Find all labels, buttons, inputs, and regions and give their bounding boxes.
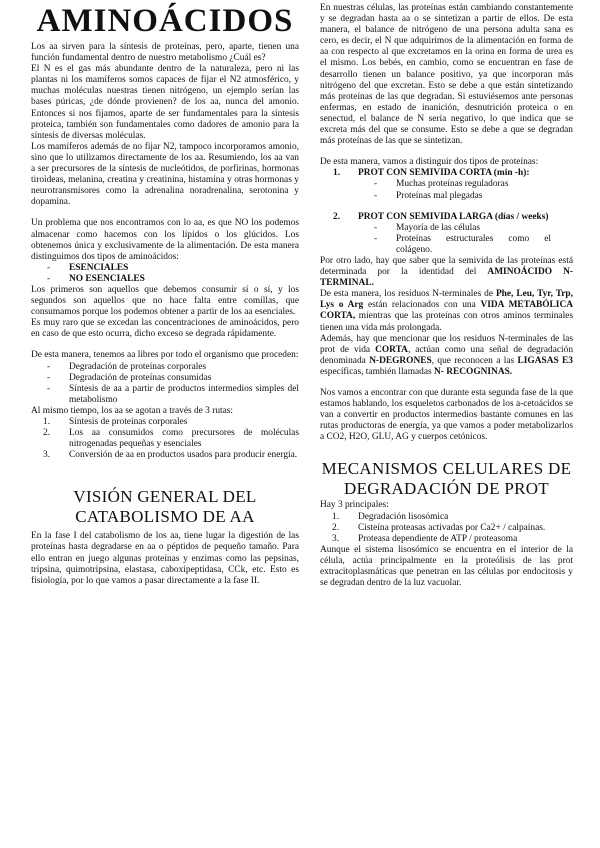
paragraph: Aunque el sistema lisosómico se encuentra en el interior de la célula, actúa principalmente en la proteólisis de las prot extracitoplasmáticas que penetran en las células por endocitosis y se degradan dentro de la luz vacuolar.: [320, 544, 573, 589]
long-halflife-list: [320, 212, 573, 223]
paragraph: El N es el gas más abundante dentro de la naturaleza, pero ni las plantas ni los mamíferos somos capaces de fijar el N2 atmosférico, y muchas moléculas nuestras tienen nitrógeno, un ejemplo serían las bases púricas, ¿de dónde provienen? de los aa, nunca del amonio. Entonces si nos fijamos, aparte de ser fundamentales para la síntesis proteica, también son fundamentales como dadores de amonio para la síntesis de diversas moléculas.: [31, 64, 299, 141]
paragraph: En nuestras células, las proteínas están cambiando constantemente y se degradan hasta aa o se sintetizan a partir de ellos. De esta manera, el balance de nitrógeno de una persona adulta sana es cero, es decir, el N que adquirimos de la alimentación en forma de aa con respecto al que excretamos en la orina en forma de urea es el mismo. Los bebés, en cambio, como se encuentran en fase de desarrollo tienen un balance positivo, ya que incorporan más nitrógeno del que excretan. Esto se debe a que están sintetizando más proteínas de las que degradan. Si estuviésemos ante personas enfermas, en estado de inanición, desnutrición proteica o en senectud, el balance de N sería negativo, lo que indica que se excreta más del que se consume. Esto se debe a que se degradan más proteínas de las que se sintetizan.: [320, 3, 573, 147]
paragraph: Los primeros son aquellos que debemos consumir sí o sí, y los segundos son aquellos que no hace falta entre comillas, que consumamos porque los podemos obtener a partir de los aa esenciales.: [31, 284, 299, 318]
short-halflife-list: [320, 168, 573, 179]
paragraph: De esta manera, los residuos N-terminales de Phe, Leu, Tyr, Trp, Lys o Arg están relacionados con una VIDA METABÓLICA CORTA, mientras que las proteínas con otros aminos terminales tienen una vida más prolongada.: [320, 289, 573, 333]
paragraph: Es muy raro que se excedan las concentraciones de aminoácidos, pero en caso de que esto ocurra, dicho exceso se degrada rápidamente.: [31, 318, 299, 340]
list-item: 2. PROT CON SEMIVIDA LARGA (días / weeks): [333, 211, 549, 222]
paragraph: Además, hay que mencionar que los residuos N-terminales de las prot de vida CORTA, actúan como una señal de degradación denominada N-DEGRONES, que reconocen a las LIGASAS E3 específicas, también llamadas N- RECOGNINAS.: [320, 333, 574, 377]
list-item: - Proteínas estructurales como el colágeno.: [320, 234, 573, 256]
paragraph: Por otro lado, hay que saber que la semivida de las proteínas está determinada por la identidad del AMINOÁCIDO N-TERMINAL.: [320, 255, 573, 289]
section-title: MECANISMOS CELULARES DE DEGRADACIÓN DE PROT: [321, 459, 572, 498]
paragraph: En la fase I del catabolismo de los aa, tiene lugar la digestión de las proteínas hasta degradarse en aa o péptidos de pequeño tamaño. Para ello entran en juego algunas proteínas y enzimas como las pepsinas, tripsina, quimotripsina, elastasa, caboxipeptidasa, CCk, etc. Esto es fisiología, por lo que vamos a pasar directamente a la fase II.: [31, 531, 299, 586]
list-item: - Muchas proteínas reguladoras: [320, 179, 573, 190]
list-item: - Síntesis de aa a partir de productos intermedios simples del metabolismo: [31, 384, 299, 406]
paragraph: Hay 3 principales:: [320, 500, 389, 511]
paragraph: Los mamíferos además de no fijar N2, tampoco incorporamos amonio, sino que lo utilizamos directamente de los aa. Resumiendo, los aa van a ser precursores de la síntesis de nucleótidos, de porfirinas, hormonas tiroideas, melanina, creatina y creatinina, histamina y otras hormonas y neurotransmisores como la adrenalina noradrenalina, serotonina y dopamina.: [31, 141, 299, 208]
section-title: VISIÓN GENERAL DEL CATABOLISMO DE AA: [73, 487, 257, 526]
list-item: 1. Degradación lisosómica: [332, 511, 449, 522]
mechanisms-list: [320, 512, 573, 545]
list-item: - Degradación de proteínas consumidas: [31, 373, 299, 384]
list-item: - Degradación de proteínas corporales: [31, 362, 299, 373]
list-item: 3. Proteasa dependiente de ATP / proteasoma: [332, 533, 518, 544]
sources-list: [31, 362, 299, 406]
paragraph: De esta manera, vamos a distinguir dos tipos de proteínas:: [320, 157, 539, 168]
list-item: 1. Síntesis de proteínas corporales: [43, 417, 188, 427]
list-item: - Proteínas mal plegadas: [320, 191, 573, 202]
long-halflife-sublist: [320, 223, 573, 256]
paragraph: De esta manera, tenemos aa libres por todo el organismo que proceden:: [31, 350, 299, 361]
list-item: - ESENCIALES: [31, 263, 299, 274]
list-item: 3. Conversión de aa en productos usados para producir energía.: [43, 450, 298, 461]
paragraph: Los aa sirven para la síntesis de proteínas, pero, aparte, tienen una función fundamental dentro de nuestro metabolismo ¿Cuál es?: [31, 42, 299, 64]
list-item: 2. Los aa consumidos como precursores de moléculas nitrogenadas pequeñas y esenciales: [43, 428, 299, 450]
page-title: AMINOÁCIDOS: [36, 3, 294, 39]
left-column: [31, 0, 299, 587]
short-halflife-sublist: [320, 179, 573, 201]
paragraph: Al mismo tiempo, los aa se agotan a través de 3 rutas:: [31, 405, 234, 416]
paragraph: Un problema que nos encontramos con lo aa, es que NO los podemos almacenar como hacemos con los lípidos o los glúcidos. Los obtenemos única y exclusivamente de la alimentación. De esta manera distinguimos dos tipos de aminoácidos:: [31, 218, 299, 262]
paragraph: Nos vamos a encontrar con que durante esta segunda fase de la que estamos hablando, los esqueletos carbonados de los a-cetoácidos se van a convertir en productos intermedios bastante comunes en las rutas productoras de energía, ya que vamos a poder metabolizarlos a CO2, H2O, GLU, AG y cuerpos cetónicos.: [320, 388, 573, 443]
list-item: 2. Cisteína proteasas activadas por Ca2+ / calpaínas.: [332, 522, 546, 533]
list-item: - NO ESENCIALES: [31, 274, 299, 285]
list-item: - Mayoría de las células: [320, 223, 573, 234]
list-item: 1. PROT CON SEMIVIDA CORTA (min -h):: [333, 168, 530, 179]
right-column: [320, 0, 573, 589]
routes-list: [31, 417, 299, 461]
aminoacid-types-list: [31, 263, 299, 285]
